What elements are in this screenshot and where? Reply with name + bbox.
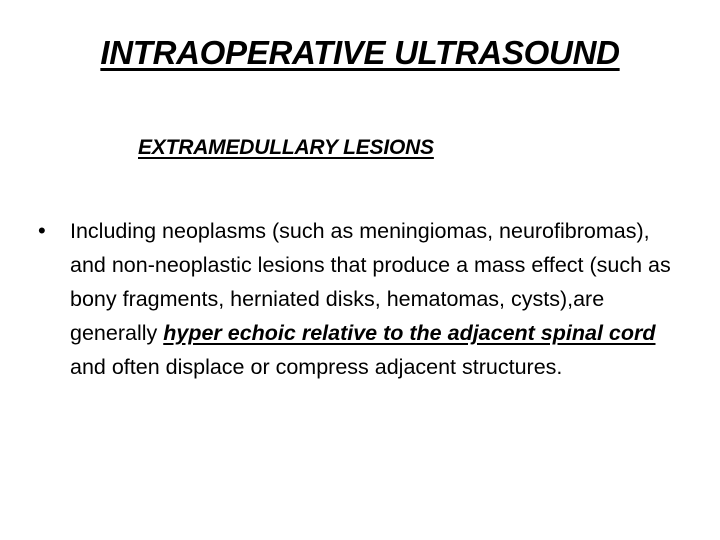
slide-subtitle: EXTRAMEDULLARY LESIONS [138, 136, 434, 159]
bullet-text [70, 214, 690, 384]
bullet-text-after: and often displace or compress adjacent structures. [70, 355, 563, 379]
bullet-emphasis: hyper echoic relative to the adjacent spinal cord [163, 321, 656, 345]
bullet-text-before: Including neoplasms (such as meningiomas, neurofibromas), and non-neoplastic lesions that produce a mass effect (such as bony fragments, herniated disks, hematomas, cysts),are generally [70, 219, 671, 345]
slide-title: INTRAOPERATIVE ULTRASOUND [100, 34, 620, 71]
bullet-marker: • [38, 218, 46, 243]
